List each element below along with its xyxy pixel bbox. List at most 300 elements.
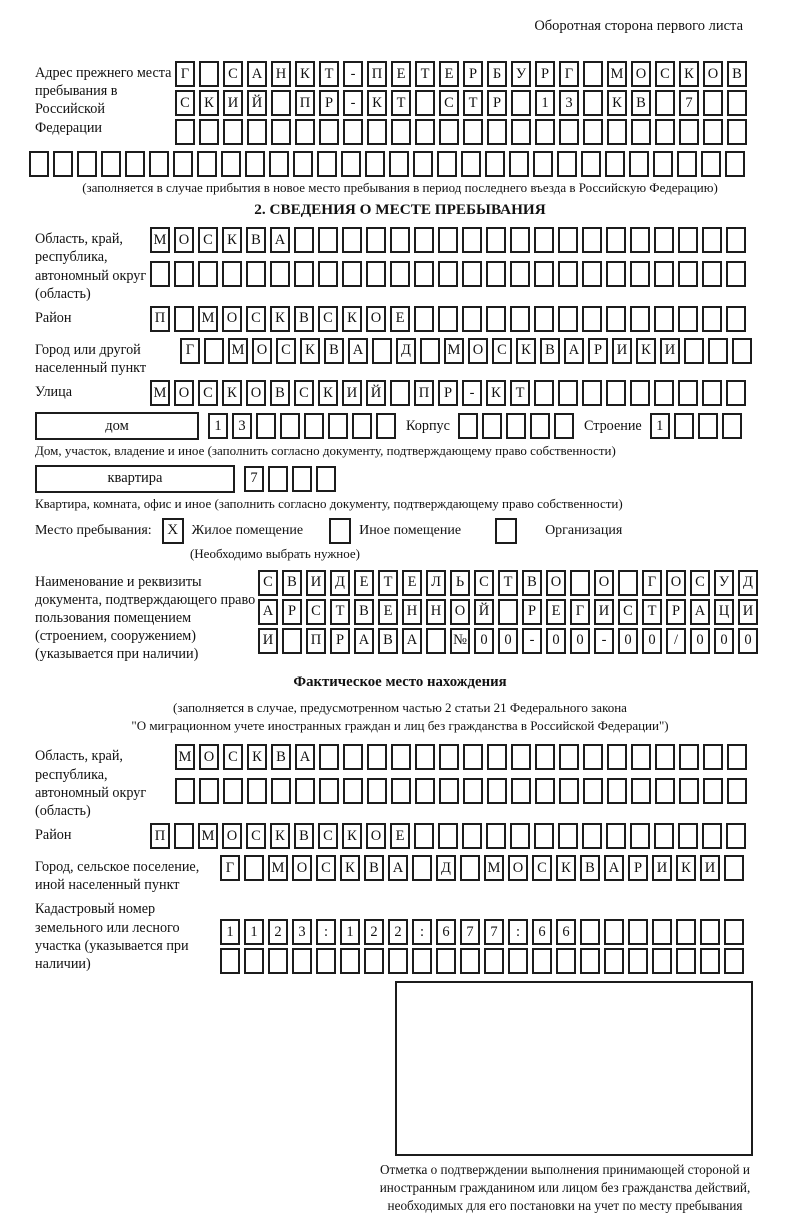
char-cell — [583, 61, 603, 87]
char-cell — [462, 261, 482, 287]
char-cell — [292, 466, 312, 492]
house-box: дом — [35, 412, 199, 440]
char-cell — [630, 306, 650, 332]
char-cell: Р — [535, 61, 555, 87]
char-cell: Р — [330, 628, 350, 654]
char-cell: И — [306, 570, 326, 596]
char-cell: Р — [438, 380, 458, 406]
char-cell — [414, 823, 434, 849]
char-cell — [702, 261, 722, 287]
char-cell — [583, 744, 603, 770]
char-cell — [535, 119, 555, 145]
actual-district-label: Район — [35, 827, 72, 844]
char-cell — [246, 261, 266, 287]
char-cell — [559, 778, 579, 804]
char-cell — [352, 413, 372, 439]
char-cell: 1 — [244, 919, 264, 945]
cadastral-row-1 — [220, 919, 744, 945]
char-cell — [652, 948, 672, 974]
char-cell: Р — [319, 90, 339, 116]
char-cell — [558, 261, 578, 287]
char-cell: М — [607, 61, 627, 87]
char-cell — [534, 823, 554, 849]
char-cell: Т — [463, 90, 483, 116]
region-field — [35, 227, 765, 303]
char-cell — [282, 628, 302, 654]
char-cell: Л — [426, 570, 446, 596]
char-cell: О — [546, 570, 566, 596]
char-cell: О — [174, 227, 194, 253]
stamp-box — [395, 981, 753, 1156]
char-cell: : — [412, 919, 432, 945]
char-cell — [652, 919, 672, 945]
char-cell — [294, 227, 314, 253]
char-cell: С — [175, 90, 195, 116]
char-cell — [414, 306, 434, 332]
char-cell — [367, 778, 387, 804]
char-cell: К — [679, 61, 699, 87]
char-cell: В — [378, 628, 398, 654]
char-cell — [366, 261, 386, 287]
char-cell: И — [612, 338, 632, 364]
char-cell: О — [594, 570, 614, 596]
char-cell — [701, 151, 721, 177]
char-cell: П — [150, 306, 170, 332]
char-cell: И — [660, 338, 680, 364]
char-cell: С — [294, 380, 314, 406]
char-cell — [292, 948, 312, 974]
district-row — [150, 306, 746, 332]
char-cell: А — [564, 338, 584, 364]
char-cell: В — [294, 306, 314, 332]
char-cell — [414, 227, 434, 253]
char-cell: 1 — [650, 413, 670, 439]
char-cell: А — [270, 227, 290, 253]
char-cell — [726, 227, 746, 253]
char-cell: С — [655, 61, 675, 87]
char-cell — [534, 380, 554, 406]
char-cell — [559, 119, 579, 145]
char-cell: М — [268, 855, 288, 881]
char-cell: М — [228, 338, 248, 364]
char-cell — [364, 948, 384, 974]
section2-title: 2. СВЕДЕНИЯ О МЕСТЕ ПРЕБЫВАНИЯ — [254, 201, 546, 219]
char-cell — [726, 306, 746, 332]
char-cell — [511, 778, 531, 804]
char-cell: : — [316, 919, 336, 945]
char-cell — [533, 151, 553, 177]
char-cell — [679, 744, 699, 770]
char-cell — [438, 227, 458, 253]
char-cell — [582, 306, 602, 332]
char-cell: С — [690, 570, 710, 596]
char-cell — [726, 380, 746, 406]
char-cell: М — [484, 855, 504, 881]
char-cell — [703, 778, 723, 804]
char-cell: Т — [642, 599, 662, 625]
char-cell: М — [198, 306, 218, 332]
char-cell — [703, 90, 723, 116]
char-cell: В — [522, 570, 542, 596]
prev-address-note: (заполняется в случае прибытия в новое место пребывания в период последнего въезда в Российскую Федерацию) — [82, 180, 718, 195]
char-cell — [101, 151, 121, 177]
char-cell: 6 — [556, 919, 576, 945]
char-cell — [618, 570, 638, 596]
char-cell — [606, 227, 626, 253]
char-cell — [655, 119, 675, 145]
char-cell — [582, 380, 602, 406]
prev-address-row-4 — [29, 151, 765, 177]
district-label: Район — [35, 309, 72, 326]
char-cell: И — [594, 599, 614, 625]
char-cell: Т — [415, 61, 435, 87]
cadastral-field — [35, 897, 765, 977]
char-cell — [365, 151, 385, 177]
char-cell: Е — [439, 61, 459, 87]
char-cell: 0 — [618, 628, 638, 654]
char-cell — [341, 151, 361, 177]
char-cell: 0 — [714, 628, 734, 654]
char-cell: О — [174, 380, 194, 406]
char-cell — [270, 261, 290, 287]
char-cell — [703, 744, 723, 770]
char-cell: - — [343, 61, 363, 87]
char-cell: А — [388, 855, 408, 881]
prev-address-row-3 — [175, 119, 747, 145]
char-cell: О — [366, 823, 386, 849]
char-cell: А — [604, 855, 624, 881]
char-cell: Г — [175, 61, 195, 87]
char-cell: О — [631, 61, 651, 87]
char-cell: О — [222, 306, 242, 332]
char-cell — [630, 823, 650, 849]
actual-location-note-line2: "О миграционном учете иностранных граждан и лиц без гражданства в Российской Федерации") — [131, 718, 669, 734]
char-cell: В — [282, 570, 302, 596]
actual-location-note-line1: (заполняется в случае, предусмотренном частью 2 статьи 21 Федерального закона — [173, 699, 627, 715]
char-cell: С — [258, 570, 278, 596]
char-cell — [727, 90, 747, 116]
char-cell — [391, 744, 411, 770]
char-cell — [29, 151, 49, 177]
char-cell — [631, 744, 651, 770]
char-cell: 3 — [559, 90, 579, 116]
char-cell — [462, 306, 482, 332]
char-cell: / — [666, 628, 686, 654]
char-cell: П — [150, 823, 170, 849]
char-cell: Е — [546, 599, 566, 625]
char-cell — [271, 119, 291, 145]
char-cell: О — [703, 61, 723, 87]
char-cell — [676, 919, 696, 945]
char-cell — [458, 413, 478, 439]
char-cell: Е — [378, 599, 398, 625]
char-cell — [629, 151, 649, 177]
char-cell: И — [738, 599, 758, 625]
char-cell: Г — [559, 61, 579, 87]
char-cell — [700, 948, 720, 974]
char-cell — [605, 151, 625, 177]
char-cell — [678, 823, 698, 849]
char-cell — [628, 948, 648, 974]
actual-location-title: Фактическое место нахождения — [293, 673, 507, 690]
char-cell — [580, 919, 600, 945]
char-cell — [582, 227, 602, 253]
stay-type-row — [35, 518, 765, 544]
char-cell — [244, 855, 264, 881]
char-cell: № — [450, 628, 470, 654]
char-cell — [674, 413, 694, 439]
char-cell — [727, 778, 747, 804]
char-cell: П — [414, 380, 434, 406]
char-cell — [366, 227, 386, 253]
char-cell — [678, 380, 698, 406]
actual-location-note — [35, 699, 765, 737]
char-cell — [726, 261, 746, 287]
char-cell — [343, 744, 363, 770]
char-cell — [724, 855, 744, 881]
char-cell: Д — [738, 570, 758, 596]
char-cell — [390, 227, 410, 253]
char-cell — [391, 778, 411, 804]
option-dwelling-label: Жилое помещение — [191, 522, 304, 538]
city-field — [35, 338, 765, 377]
char-cell — [317, 151, 337, 177]
char-cell — [439, 119, 459, 145]
char-cell: Г — [642, 570, 662, 596]
char-cell — [199, 61, 219, 87]
char-cell — [631, 119, 651, 145]
char-cell — [426, 628, 446, 654]
char-cell — [654, 306, 674, 332]
char-cell — [654, 380, 674, 406]
char-cell — [487, 119, 507, 145]
char-cell: М — [444, 338, 464, 364]
char-cell — [269, 151, 289, 177]
char-cell — [316, 466, 336, 492]
city-row — [180, 338, 752, 364]
char-cell: 0 — [498, 628, 518, 654]
char-cell — [582, 823, 602, 849]
char-cell — [256, 413, 276, 439]
char-cell — [461, 151, 481, 177]
char-cell — [558, 823, 578, 849]
char-cell: 1 — [340, 919, 360, 945]
char-cell: И — [342, 380, 362, 406]
char-cell — [487, 744, 507, 770]
char-cell: С — [318, 306, 338, 332]
char-cell — [583, 119, 603, 145]
char-cell: М — [198, 823, 218, 849]
actual-settlement-field — [35, 855, 765, 894]
char-cell: Е — [402, 570, 422, 596]
char-cell: К — [222, 380, 242, 406]
region-label: Область, край, республика, автономный округ (область) — [35, 231, 147, 302]
char-cell: В — [354, 599, 374, 625]
char-cell — [197, 151, 217, 177]
char-cell — [630, 227, 650, 253]
char-cell — [702, 823, 722, 849]
char-cell: С — [276, 338, 296, 364]
char-cell: О — [199, 744, 219, 770]
char-cell: Е — [390, 306, 410, 332]
char-cell — [607, 744, 627, 770]
char-cell: 6 — [436, 919, 456, 945]
region-row-2 — [150, 261, 746, 287]
char-cell — [655, 778, 675, 804]
actual-settlement-label: Город, сельское поселение, иной населенный пункт — [35, 859, 200, 894]
char-cell — [268, 948, 288, 974]
char-cell — [439, 778, 459, 804]
char-cell: Е — [354, 570, 374, 596]
char-cell — [511, 90, 531, 116]
char-cell — [391, 119, 411, 145]
char-cell: 7 — [244, 466, 264, 492]
char-cell — [463, 744, 483, 770]
char-cell: К — [247, 744, 267, 770]
char-cell — [437, 151, 457, 177]
char-cell: К — [607, 90, 627, 116]
char-cell — [223, 119, 243, 145]
actual-settlement-row — [220, 855, 744, 881]
char-cell: К — [342, 823, 362, 849]
house-note: Дом, участок, владение и иное (заполнить согласно документу, подтверждающему право собственности) — [35, 443, 616, 459]
char-cell — [222, 261, 242, 287]
char-cell: Р — [588, 338, 608, 364]
char-cell — [583, 90, 603, 116]
char-cell — [498, 599, 518, 625]
char-cell: Т — [498, 570, 518, 596]
char-cell — [295, 119, 315, 145]
prev-address-label: Адрес прежнего места пребывания в Российской Федерации — [35, 65, 172, 136]
char-cell: А — [258, 599, 278, 625]
char-cell: 3 — [292, 919, 312, 945]
char-cell: 2 — [364, 919, 384, 945]
checkbox-organization — [495, 518, 517, 544]
apartment-box: квартира — [35, 465, 235, 493]
char-cell — [342, 261, 362, 287]
char-cell: В — [364, 855, 384, 881]
char-cell: Е — [390, 823, 410, 849]
char-cell: Г — [180, 338, 200, 364]
house-row — [35, 412, 765, 440]
char-cell — [727, 744, 747, 770]
char-cell: К — [486, 380, 506, 406]
char-cell: Д — [330, 570, 350, 596]
char-cell: 6 — [532, 919, 552, 945]
char-cell — [460, 948, 480, 974]
char-cell: 0 — [690, 628, 710, 654]
char-cell — [510, 261, 530, 287]
char-cell: Б — [487, 61, 507, 87]
char-cell — [509, 151, 529, 177]
char-cell: И — [652, 855, 672, 881]
char-cell — [415, 90, 435, 116]
char-cell: И — [700, 855, 720, 881]
char-cell: В — [270, 380, 290, 406]
document-field — [35, 570, 765, 664]
char-cell — [223, 778, 243, 804]
char-cell — [319, 778, 339, 804]
char-cell: К — [270, 823, 290, 849]
char-cell: 1 — [208, 413, 228, 439]
char-cell — [486, 227, 506, 253]
char-cell: А — [295, 744, 315, 770]
char-cell — [630, 380, 650, 406]
char-cell — [462, 823, 482, 849]
char-cell — [220, 948, 240, 974]
char-cell — [506, 413, 526, 439]
char-cell — [390, 380, 410, 406]
char-cell — [389, 151, 409, 177]
char-cell — [702, 306, 722, 332]
char-cell: В — [271, 744, 291, 770]
district-field — [35, 306, 765, 335]
char-cell — [530, 413, 550, 439]
street-field — [35, 380, 765, 409]
char-cell — [415, 778, 435, 804]
char-cell — [724, 948, 744, 974]
char-cell — [328, 413, 348, 439]
char-cell — [556, 948, 576, 974]
city-label: Город или другой населенный пункт — [35, 341, 147, 377]
document-row-2 — [258, 599, 758, 625]
char-cell: Т — [330, 599, 350, 625]
char-cell — [438, 823, 458, 849]
char-cell: 7 — [460, 919, 480, 945]
char-cell — [532, 948, 552, 974]
char-cell — [439, 744, 459, 770]
char-cell — [271, 90, 291, 116]
char-cell — [77, 151, 97, 177]
char-cell: К — [300, 338, 320, 364]
char-cell — [724, 919, 744, 945]
cadastral-row-2 — [220, 948, 744, 974]
char-cell — [604, 919, 624, 945]
char-cell — [390, 261, 410, 287]
char-cell — [534, 227, 554, 253]
char-cell: В — [294, 823, 314, 849]
char-cell: : — [508, 919, 528, 945]
char-cell: 1 — [220, 919, 240, 945]
char-cell: К — [270, 306, 290, 332]
char-cell — [304, 413, 324, 439]
char-cell: В — [580, 855, 600, 881]
char-cell — [678, 227, 698, 253]
actual-region-row-2 — [175, 778, 747, 804]
actual-region-label: Область, край, республика, автономный округ (область) — [35, 748, 147, 819]
house-cells — [208, 413, 396, 439]
char-cell — [204, 338, 224, 364]
char-cell: 1 — [535, 90, 555, 116]
char-cell — [654, 823, 674, 849]
char-cell: Р — [522, 599, 542, 625]
prev-address-field — [35, 61, 765, 148]
korpus-cells — [458, 413, 574, 439]
char-cell — [175, 778, 195, 804]
char-cell — [703, 119, 723, 145]
char-cell: П — [367, 61, 387, 87]
char-cell — [559, 744, 579, 770]
char-cell: С — [474, 570, 494, 596]
char-cell — [295, 778, 315, 804]
char-cell — [708, 338, 728, 364]
char-cell — [727, 119, 747, 145]
char-cell: С — [198, 227, 218, 253]
char-cell: 3 — [232, 413, 252, 439]
char-cell: С — [532, 855, 552, 881]
char-cell: К — [340, 855, 360, 881]
char-cell: К — [295, 61, 315, 87]
